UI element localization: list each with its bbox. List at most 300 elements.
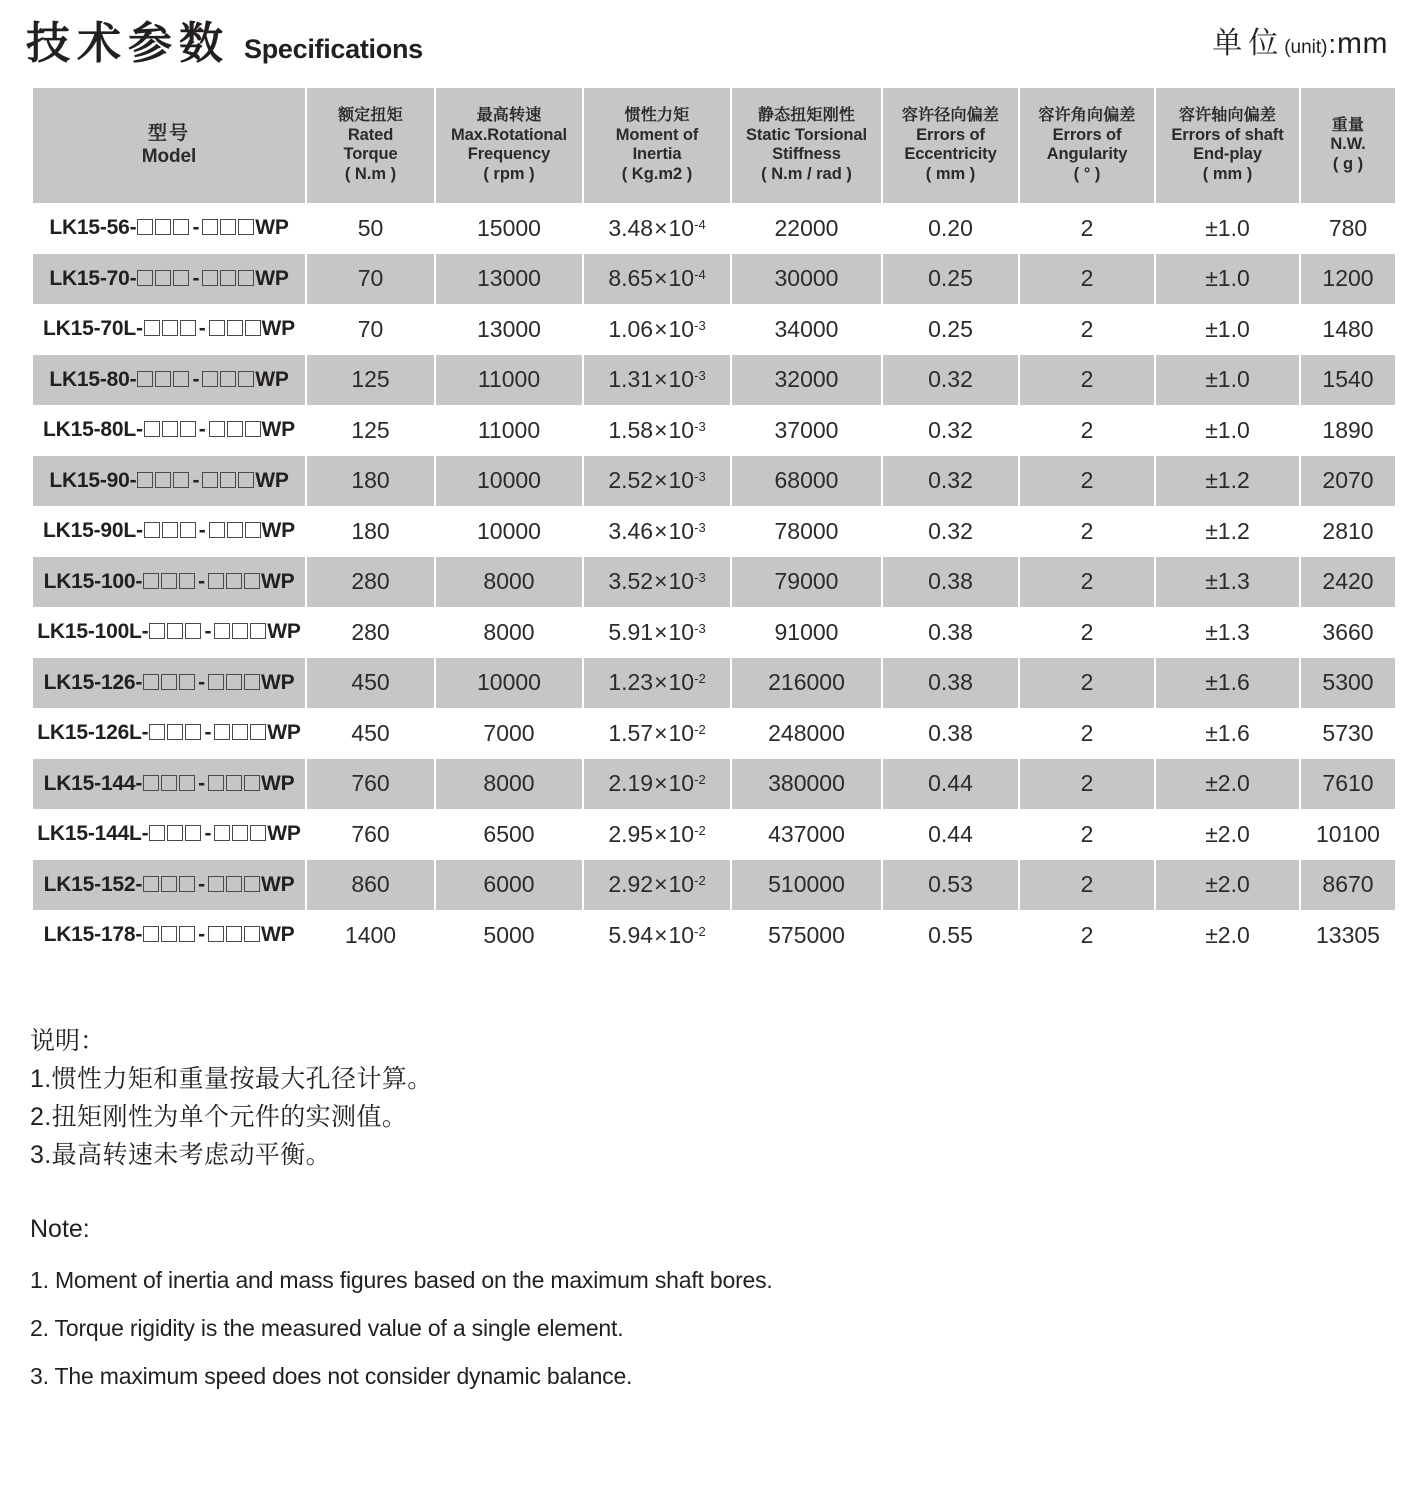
model-placeholder-box-icon — [149, 623, 165, 639]
multiply-icon: × — [654, 467, 668, 494]
model-placeholder-box-icon — [250, 623, 266, 639]
model-placeholder-box-icon — [179, 674, 195, 690]
unit-label-colon: : — [1328, 29, 1337, 59]
model-placeholder-box-icon — [173, 270, 189, 286]
cell-model — [33, 254, 307, 305]
model-placeholder-box-icon — [220, 371, 236, 387]
model-prefix: LK15-56- — [49, 216, 137, 240]
cell-errors-of-shaft-end-play: ±1.0 — [1156, 355, 1301, 406]
model-placeholder-box-icon — [226, 876, 242, 892]
cell-static-torsional-stiffness: 37000 — [732, 405, 883, 456]
notes-chinese — [30, 1022, 930, 1174]
model-placeholder-box-icon — [202, 270, 218, 286]
model-placeholder-box-icon — [144, 421, 160, 437]
column-header-model-cn: 型号 — [147, 123, 190, 145]
table-row — [33, 456, 1395, 507]
cell-static-torsional-stiffness: 30000 — [732, 254, 883, 305]
cell-errors-of-eccentricity: 0.25 — [883, 304, 1020, 355]
cell-errors-of-angularity: 2 — [1020, 607, 1156, 658]
inertia-base: 10 — [668, 568, 695, 595]
cell-rated-torque: 280 — [307, 557, 436, 608]
cell-errors-of-shaft-end-play: ±1.6 — [1156, 658, 1301, 709]
model-placeholder-box-icon — [244, 876, 260, 892]
table-row — [33, 254, 1395, 305]
model-separator: - — [198, 569, 205, 593]
cell-errors-of-angularity: 2 — [1020, 910, 1156, 961]
column-header-errors-of-angularity: 容许角向偏差 Errors of Angularity ( ° ) — [1020, 88, 1156, 203]
model-suffix: WP — [260, 670, 295, 694]
column-header-rated-torque: 额定扭矩 Rated Torque ( N.m ) — [307, 88, 436, 203]
unit-label-value: mm — [1337, 27, 1388, 60]
multiply-icon: × — [654, 921, 668, 948]
specifications-table — [33, 88, 1395, 961]
model-placeholder-box-icon — [173, 472, 189, 488]
cell-errors-of-eccentricity: 0.38 — [883, 708, 1020, 759]
header-row — [33, 88, 1395, 203]
cell-errors-of-eccentricity: 0.38 — [883, 607, 1020, 658]
multiply-icon: × — [654, 669, 668, 696]
cell-rated-torque: 1400 — [307, 910, 436, 961]
cell-errors-of-angularity: 2 — [1020, 203, 1156, 254]
inertia-exponent: -2 — [694, 923, 706, 939]
cell-errors-of-shaft-end-play: ±1.6 — [1156, 708, 1301, 759]
model-separator: - — [192, 216, 200, 240]
inertia-mantissa: 3.46 — [608, 517, 654, 544]
model-placeholder-box-icon — [161, 674, 177, 690]
inertia-base: 10 — [668, 366, 695, 393]
cell-rated-torque: 50 — [307, 203, 436, 254]
model-placeholder-box-icon — [179, 876, 195, 892]
cell-moment-of-inertia — [584, 355, 732, 406]
notes-chinese-line: 1.惯性力矩和重量按最大孔径计算。 — [30, 1065, 433, 1093]
cell-moment-of-inertia — [584, 759, 732, 810]
inertia-base: 10 — [668, 315, 695, 342]
cell-moment-of-inertia — [584, 910, 732, 961]
model-placeholder-box-icon — [155, 219, 171, 235]
model-separator: - — [192, 266, 200, 290]
cell-static-torsional-stiffness: 79000 — [732, 557, 883, 608]
model-placeholder-box-icon — [144, 320, 160, 336]
model-placeholder-box-icon — [208, 674, 224, 690]
cell-moment-of-inertia — [584, 809, 732, 860]
cell-model — [33, 708, 307, 759]
table-row — [33, 405, 1395, 456]
column-header-model — [33, 88, 307, 203]
model-placeholder-box-icon — [214, 623, 230, 639]
cell-static-torsional-stiffness: 380000 — [732, 759, 883, 810]
model-separator: - — [198, 418, 206, 442]
model-placeholder-box-icon — [245, 421, 261, 437]
inertia-mantissa: 2.52 — [608, 467, 654, 494]
column-header-model-en: Model — [141, 145, 197, 167]
cell-rated-torque: 70 — [307, 254, 436, 305]
model-placeholder-box-icon — [245, 522, 261, 538]
cell-max-rotational-frequency: 15000 — [436, 203, 584, 254]
column-header-errors-of-shaft-end-play: 容许轴向偏差 Errors of shaft End-play ( mm ) — [1156, 88, 1301, 203]
inertia-mantissa: 1.31 — [608, 366, 654, 393]
multiply-icon: × — [654, 719, 668, 746]
model-prefix: LK15-80L- — [43, 418, 143, 442]
model-placeholder-box-icon — [244, 573, 260, 589]
model-prefix: LK15-126L- — [37, 721, 149, 745]
model-placeholder-box-icon — [162, 522, 178, 538]
model-placeholder-box-icon — [209, 522, 225, 538]
cell-max-rotational-frequency: 6500 — [436, 809, 584, 860]
model-placeholder-box-icon — [161, 926, 177, 942]
cell-errors-of-eccentricity: 0.53 — [883, 860, 1020, 911]
page-header — [0, 0, 1428, 88]
model-placeholder-box-icon — [220, 219, 236, 235]
model-placeholder-box-icon — [137, 472, 153, 488]
cell-max-rotational-frequency: 8000 — [436, 759, 584, 810]
cell-rated-torque: 450 — [307, 708, 436, 759]
cell-weight: 7610 — [1301, 759, 1395, 810]
cell-errors-of-eccentricity: 0.32 — [883, 506, 1020, 557]
model-separator: - — [198, 670, 205, 694]
inertia-mantissa: 5.94 — [608, 921, 654, 948]
cell-moment-of-inertia — [584, 658, 732, 709]
cell-model — [33, 607, 307, 658]
cell-moment-of-inertia — [584, 405, 732, 456]
cell-rated-torque: 125 — [307, 405, 436, 456]
cell-errors-of-shaft-end-play: ±1.2 — [1156, 506, 1301, 557]
cell-errors-of-shaft-end-play: ±1.3 — [1156, 607, 1301, 658]
model-placeholder-box-icon — [162, 320, 178, 336]
cell-errors-of-angularity: 2 — [1020, 355, 1156, 406]
model-placeholder-box-icon — [149, 724, 165, 740]
model-suffix: WP — [261, 418, 295, 442]
table-row — [33, 658, 1395, 709]
cell-errors-of-eccentricity: 0.25 — [883, 254, 1020, 305]
multiply-icon: × — [654, 214, 668, 241]
cell-max-rotational-frequency: 11000 — [436, 355, 584, 406]
notes-english-line: 3. The maximum speed does not consider dynamic balance. — [30, 1363, 633, 1389]
model-placeholder-box-icon — [208, 775, 224, 791]
model-prefix: LK15-152- — [43, 872, 143, 896]
cell-errors-of-angularity: 2 — [1020, 708, 1156, 759]
notes-chinese-line: 2.扭矩刚性为单个元件的实测值。 — [30, 1103, 408, 1131]
cell-model — [33, 304, 307, 355]
model-prefix: LK15-100L- — [37, 620, 149, 644]
cell-max-rotational-frequency: 6000 — [436, 860, 584, 911]
model-placeholder-box-icon — [226, 674, 242, 690]
model-separator: - — [198, 872, 205, 896]
model-prefix: LK15-126- — [43, 670, 143, 694]
cell-errors-of-eccentricity: 0.38 — [883, 658, 1020, 709]
cell-max-rotational-frequency: 13000 — [436, 304, 584, 355]
model-separator: - — [204, 721, 212, 745]
model-placeholder-box-icon — [232, 724, 248, 740]
model-placeholder-box-icon — [232, 825, 248, 841]
inertia-base: 10 — [668, 467, 695, 494]
cell-errors-of-angularity: 2 — [1020, 456, 1156, 507]
model-prefix: LK15-90L- — [43, 519, 143, 543]
inertia-base: 10 — [668, 214, 695, 241]
inertia-mantissa: 2.92 — [608, 871, 654, 898]
cell-errors-of-shaft-end-play: ±1.3 — [1156, 557, 1301, 608]
model-placeholder-box-icon — [214, 825, 230, 841]
cell-moment-of-inertia — [584, 254, 732, 305]
multiply-icon: × — [654, 265, 668, 292]
model-suffix: WP — [261, 519, 295, 543]
unit-label — [1212, 29, 1388, 59]
inertia-mantissa: 8.65 — [608, 265, 654, 292]
inertia-mantissa: 1.58 — [608, 416, 654, 443]
cell-errors-of-shaft-end-play: ±1.2 — [1156, 456, 1301, 507]
model-placeholder-box-icon — [161, 876, 177, 892]
model-separator: - — [204, 822, 212, 846]
cell-moment-of-inertia — [584, 708, 732, 759]
cell-max-rotational-frequency: 5000 — [436, 910, 584, 961]
model-suffix: WP — [261, 317, 295, 341]
cell-moment-of-inertia — [584, 860, 732, 911]
inertia-base: 10 — [668, 669, 695, 696]
model-placeholder-box-icon — [180, 522, 196, 538]
model-placeholder-box-icon — [185, 825, 201, 841]
model-placeholder-box-icon — [155, 472, 171, 488]
cell-model — [33, 759, 307, 810]
model-placeholder-box-icon — [202, 219, 218, 235]
model-placeholder-box-icon — [161, 775, 177, 791]
model-suffix: WP — [267, 822, 301, 846]
model-placeholder-box-icon — [143, 775, 159, 791]
page-title — [26, 19, 423, 68]
cell-static-torsional-stiffness: 248000 — [732, 708, 883, 759]
model-prefix: LK15-100- — [43, 569, 143, 593]
cell-weight: 13305 — [1301, 910, 1395, 961]
model-separator: - — [198, 771, 205, 795]
table-row — [33, 860, 1395, 911]
notes-chinese-line: 3.最高转速未考虑动平衡。 — [30, 1141, 332, 1169]
cell-weight: 5300 — [1301, 658, 1395, 709]
model-placeholder-box-icon — [238, 270, 254, 286]
cell-max-rotational-frequency: 8000 — [436, 557, 584, 608]
model-placeholder-box-icon — [209, 421, 225, 437]
cell-static-torsional-stiffness: 68000 — [732, 456, 883, 507]
multiply-icon: × — [654, 366, 668, 393]
multiply-icon: × — [654, 416, 668, 443]
inertia-mantissa: 1.23 — [608, 669, 654, 696]
model-placeholder-box-icon — [143, 926, 159, 942]
model-placeholder-box-icon — [143, 573, 159, 589]
model-prefix: LK15-144- — [43, 771, 143, 795]
column-header-moment-of-inertia: 惯性力矩 Moment of Inertia ( Kg.m2 ) — [584, 88, 732, 203]
model-placeholder-box-icon — [179, 926, 195, 942]
model-suffix: WP — [260, 923, 295, 947]
inertia-exponent: -2 — [694, 772, 706, 788]
cell-model — [33, 910, 307, 961]
cell-errors-of-angularity: 2 — [1020, 809, 1156, 860]
inertia-base: 10 — [668, 517, 695, 544]
inertia-exponent: -3 — [694, 368, 706, 384]
cell-errors-of-shaft-end-play: ±1.0 — [1156, 203, 1301, 254]
inertia-base: 10 — [668, 770, 695, 797]
cell-static-torsional-stiffness: 34000 — [732, 304, 883, 355]
model-separator: - — [204, 620, 212, 644]
cell-max-rotational-frequency: 10000 — [436, 506, 584, 557]
model-suffix: WP — [267, 620, 301, 644]
cell-weight: 5730 — [1301, 708, 1395, 759]
model-placeholder-box-icon — [173, 371, 189, 387]
cell-errors-of-eccentricity: 0.44 — [883, 809, 1020, 860]
inertia-exponent: -2 — [694, 822, 706, 838]
cell-static-torsional-stiffness: 216000 — [732, 658, 883, 709]
model-placeholder-box-icon — [208, 573, 224, 589]
inertia-exponent: -3 — [694, 317, 706, 333]
inertia-mantissa: 2.19 — [608, 770, 654, 797]
cell-weight: 3660 — [1301, 607, 1395, 658]
page-title-cn: 技术参数 — [26, 19, 230, 68]
multiply-icon: × — [654, 820, 668, 847]
notes-english-line: 2. Torque rigidity is the measured value of a single element. — [30, 1315, 624, 1341]
cell-static-torsional-stiffness: 91000 — [732, 607, 883, 658]
inertia-exponent: -3 — [694, 620, 706, 636]
cell-model — [33, 658, 307, 709]
model-placeholder-box-icon — [202, 472, 218, 488]
table-row — [33, 708, 1395, 759]
cell-weight: 8670 — [1301, 860, 1395, 911]
cell-rated-torque: 760 — [307, 759, 436, 810]
model-placeholder-box-icon — [167, 623, 183, 639]
model-placeholder-box-icon — [238, 371, 254, 387]
model-placeholder-box-icon — [149, 825, 165, 841]
table-header — [33, 88, 1395, 203]
page-title-en: Specifications — [244, 34, 423, 64]
cell-errors-of-eccentricity: 0.32 — [883, 355, 1020, 406]
model-placeholder-box-icon — [137, 371, 153, 387]
model-placeholder-box-icon — [185, 623, 201, 639]
model-prefix: LK15-80- — [49, 367, 137, 391]
inertia-base: 10 — [668, 719, 695, 746]
cell-model — [33, 203, 307, 254]
model-suffix: WP — [255, 216, 289, 240]
multiply-icon: × — [654, 770, 668, 797]
inertia-exponent: -4 — [694, 216, 706, 232]
cell-weight: 2420 — [1301, 557, 1395, 608]
cell-weight: 1200 — [1301, 254, 1395, 305]
model-placeholder-box-icon — [227, 421, 243, 437]
model-prefix: LK15-70L- — [43, 317, 143, 341]
model-suffix: WP — [255, 468, 289, 492]
model-placeholder-box-icon — [214, 724, 230, 740]
inertia-base: 10 — [668, 871, 695, 898]
model-placeholder-box-icon — [244, 674, 260, 690]
cell-static-torsional-stiffness: 575000 — [732, 910, 883, 961]
model-placeholder-box-icon — [155, 371, 171, 387]
model-placeholder-box-icon — [238, 219, 254, 235]
table-row — [33, 607, 1395, 658]
model-placeholder-box-icon — [226, 573, 242, 589]
model-placeholder-box-icon — [180, 320, 196, 336]
cell-errors-of-eccentricity: 0.44 — [883, 759, 1020, 810]
model-placeholder-box-icon — [227, 320, 243, 336]
cell-rated-torque: 180 — [307, 506, 436, 557]
model-placeholder-box-icon — [173, 219, 189, 235]
multiply-icon: × — [654, 618, 668, 645]
cell-model — [33, 456, 307, 507]
cell-moment-of-inertia — [584, 506, 732, 557]
notes-english-title: Note: — [30, 1215, 90, 1243]
notes-chinese-title: 说明： — [30, 1027, 106, 1055]
cell-errors-of-shaft-end-play: ±1.0 — [1156, 405, 1301, 456]
column-header-errors-of-eccentricity: 容许径向偏差 Errors of Eccentricity ( mm ) — [883, 88, 1020, 203]
model-placeholder-box-icon — [180, 421, 196, 437]
cell-errors-of-angularity: 2 — [1020, 304, 1156, 355]
inertia-mantissa: 5.91 — [608, 618, 654, 645]
cell-errors-of-angularity: 2 — [1020, 860, 1156, 911]
model-suffix: WP — [255, 266, 289, 290]
cell-errors-of-angularity: 2 — [1020, 759, 1156, 810]
model-suffix: WP — [267, 721, 301, 745]
cell-max-rotational-frequency: 10000 — [436, 658, 584, 709]
model-placeholder-box-icon — [232, 623, 248, 639]
multiply-icon: × — [654, 315, 668, 342]
cell-weight: 10100 — [1301, 809, 1395, 860]
model-placeholder-box-icon — [167, 825, 183, 841]
table-row — [33, 203, 1395, 254]
model-placeholder-box-icon — [208, 926, 224, 942]
model-separator: - — [198, 317, 206, 341]
model-placeholder-box-icon — [250, 825, 266, 841]
model-prefix: LK15-70- — [49, 266, 137, 290]
cell-max-rotational-frequency: 10000 — [436, 456, 584, 507]
model-placeholder-box-icon — [244, 775, 260, 791]
inertia-exponent: -2 — [694, 671, 706, 687]
table-row — [33, 557, 1395, 608]
cell-static-torsional-stiffness: 78000 — [732, 506, 883, 557]
model-placeholder-box-icon — [144, 522, 160, 538]
cell-errors-of-shaft-end-play: ±2.0 — [1156, 809, 1301, 860]
cell-errors-of-eccentricity: 0.32 — [883, 405, 1020, 456]
inertia-base: 10 — [668, 416, 695, 443]
model-placeholder-box-icon — [179, 573, 195, 589]
model-placeholder-box-icon — [220, 472, 236, 488]
model-separator: - — [192, 468, 200, 492]
cell-moment-of-inertia — [584, 304, 732, 355]
cell-rated-torque: 125 — [307, 355, 436, 406]
inertia-mantissa: 1.57 — [608, 719, 654, 746]
model-placeholder-box-icon — [155, 270, 171, 286]
table-row — [33, 809, 1395, 860]
cell-model — [33, 506, 307, 557]
model-placeholder-box-icon — [244, 926, 260, 942]
inertia-exponent: -2 — [694, 721, 706, 737]
model-prefix: LK15-144L- — [37, 822, 149, 846]
cell-errors-of-angularity: 2 — [1020, 405, 1156, 456]
cell-errors-of-angularity: 2 — [1020, 506, 1156, 557]
model-placeholder-box-icon — [202, 371, 218, 387]
cell-rated-torque: 450 — [307, 658, 436, 709]
model-placeholder-box-icon — [238, 472, 254, 488]
inertia-exponent: -4 — [694, 267, 706, 283]
cell-errors-of-shaft-end-play: ±2.0 — [1156, 759, 1301, 810]
model-placeholder-box-icon — [167, 724, 183, 740]
cell-static-torsional-stiffness: 32000 — [732, 355, 883, 406]
cell-max-rotational-frequency: 7000 — [436, 708, 584, 759]
inertia-exponent: -3 — [694, 519, 706, 535]
cell-errors-of-eccentricity: 0.20 — [883, 203, 1020, 254]
model-placeholder-box-icon — [208, 876, 224, 892]
cell-rated-torque: 180 — [307, 456, 436, 507]
model-placeholder-box-icon — [226, 926, 242, 942]
model-prefix: LK15-90- — [49, 468, 137, 492]
model-placeholder-box-icon — [161, 573, 177, 589]
cell-errors-of-eccentricity: 0.38 — [883, 557, 1020, 608]
model-placeholder-box-icon — [245, 320, 261, 336]
cell-model — [33, 860, 307, 911]
model-placeholder-box-icon — [227, 522, 243, 538]
notes-english — [30, 1212, 1130, 1400]
